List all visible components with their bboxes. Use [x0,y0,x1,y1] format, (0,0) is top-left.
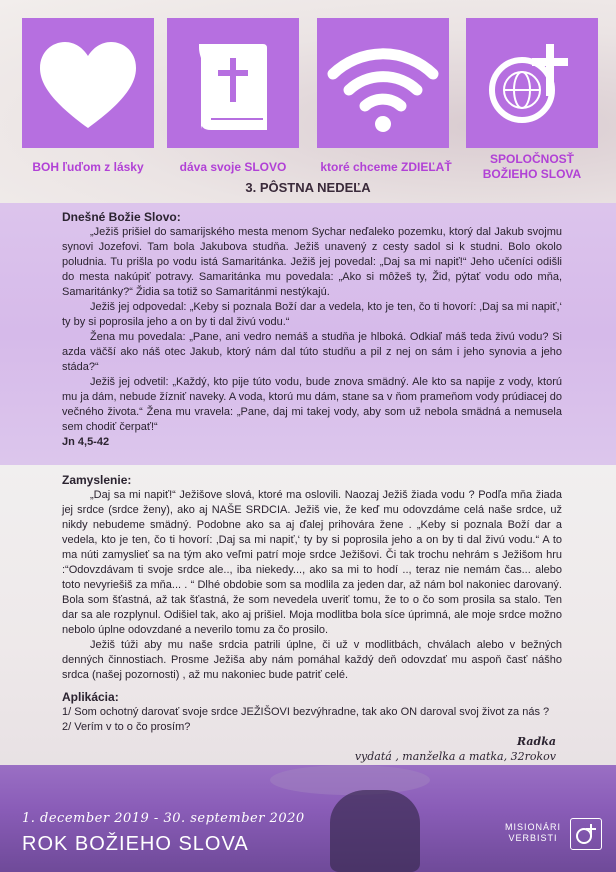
footer-photo-figure [330,790,420,872]
heart-tile [22,18,154,148]
author-description: vydatá , manželka a matka, 32rokov [354,750,556,763]
tile-caption: SPOLOČNOSŤ BOŽIEHO SLOVA [482,152,582,181]
org-logo-icon [570,818,602,850]
reading-paragraph: Ježiš jej odvetil: „Každý, kto pije túto vodu, bude znova smädný. Ale kto sa napije z vody, ktorú mu ja dám, nebude žízniť naveky. A voda, ktorú mu dám, stane sa v ňom prameňom vody prúdiacej do večného života.“ Žena mu vravela: „Pane, daj mi takej vody, aby som už nebola smädná a nemusela sem chodiť čerpať!“ [62,376,562,433]
org-name-line: VERBISTI [508,833,558,843]
reflection-paragraph: „Daj sa mi napiť!“ Ježišove slová, ktoré ma oslovili. Naozaj Ježiš žiada vodu ? Podľa mňa žiada jej srdce (srdce ženy), ako aj NAŠE SRDCIA. Ježiš vie, že keď mu odovzdáme celá naše srdce, už nikdy nebudeme smädný. Podobne ako sa aj ďalej prihovára žene . „Keby si poznala Boží dar a vedela, kto je ten, čo ti hovorí: ‚Daj sa mi napiť,‘ ty by si poprosila jeho a on by ti dal živú vodu.“ A to ma núti zamyslieť sa na tým ako veľmi patrí moje srdce Ježišovi. Či tak trochu nehrám s Ježišom hru :“Odovzdávam ti svoje srdce ale.., iba niekedy..., ako sa mi to hodí .., teraz nie nemám čas... alebo toto nevyriešiš za mňa... . “ Dlhé obdobie som sa modlila za jeden dar, až nám bol nakoniec darovaný. Bola som šťastná, až tak šťastná, že som nevedela uveriť tomu, že to o čo som prosila sa stalo. Ten dar sa ale rozplynul. Odišiel tak, ako aj prišiel. Moja modlitba bola síce úprimná, ale moje srdce možno nebolo úplne odovzdané a neverilo tomu za čo prosilo. [62,489,562,636]
author-name: Radka [517,735,556,748]
reflection-paragraph: Ježiš túži aby mu naše srdcia patrili úplne, či už v modlitbách, chválach alebo v bežných denných činnostiach. Prosme Ježiša aby nám pomáhal každý deň odovzdať mu aspoň časť nášho srdca (našej pozornosti) , až mu nakoniec bude patriť celé. [62,639,562,681]
application-item: 2/ Verím v to o čo prosím? [62,721,191,733]
date-range: 1. december 2019 - 30. september 2020 [22,811,305,826]
reading-paragraph: Ježiš jej odpovedal: „Keby si poznala Boží dar a vedela, kto je ten, čo ti hovorí: ‚Daj sa mi napiť,‘ ty by si poprosila jeho a on by ti dal živú vodu.“ [62,301,562,328]
tile-caption: dáva svoje SLOVO [179,160,287,174]
wifi-icon [317,18,449,148]
tile-caption: BOH ľuďom z lásky [32,160,144,174]
footer-photo-shade [270,765,430,795]
reading-heading: Dnešné Božie Slovo: [62,210,181,224]
reflection-heading: Zamyslenie: [62,473,132,487]
bible-icon [167,18,299,148]
reading-paragraph: „Ježiš prišiel do samarijského mesta menom Sychar neďaleko pozemku, ktorý dal Jakub svojmu synovi Jozefovi. Tam bola Jakubova studňa. Ježiš unavený z cesty sadol si k studni. Bolo okolo poludnia. Tu prišla po vodu istá Samaritánka. Ježiš jej povedal: „Daj sa mi napiť!“ Jeho učeníci odišli do mesta nakúpiť potravy. Samaritánka mu povedala: „Ako si môžeš ty, Žid, pýtať vodu odo mňa, Samaritánky?“ Židia sa totiž so Samaritánmi nestýkajú. [62,226,562,298]
org-name-line: MISIONÁRI [505,822,562,832]
signature [355,734,556,764]
wifi-tile [317,18,449,148]
bible-tile [167,18,299,148]
reading-paragraph: Žena mu povedala: „Pane, ani vedro nemáš a studňa je hlboká. Odkiaľ máš teda živú vodu? Si azda väčší ako náš otec Jakub, ktorý nám dal túto studňu a pil z nej on sám i jeho synovia a jeho stáda?“ [62,331,562,373]
reading-section [62,210,562,450]
heart-icon [22,18,154,148]
application-heading: Aplikácia: [62,690,119,704]
tile-caption: ktoré chceme ZDIEĽAŤ [320,160,452,174]
scripture-reference: Jn 4,5-42 [62,436,110,448]
application-section [62,690,562,735]
reflection-section [62,473,562,683]
page-title: 3. PÔSTNA NEDEĽA [245,180,371,195]
society-logo-icon [466,18,598,148]
year-title: ROK BOŽIEHO SLOVA [22,833,249,855]
application-item: 1/ Som ochotný darovať svoje srdce JEŽIŠOVI bezvýhradne, tak ako ON daroval svoj život za nás ? [62,706,550,718]
org-name [505,822,561,844]
society-logo-tile [466,18,598,148]
